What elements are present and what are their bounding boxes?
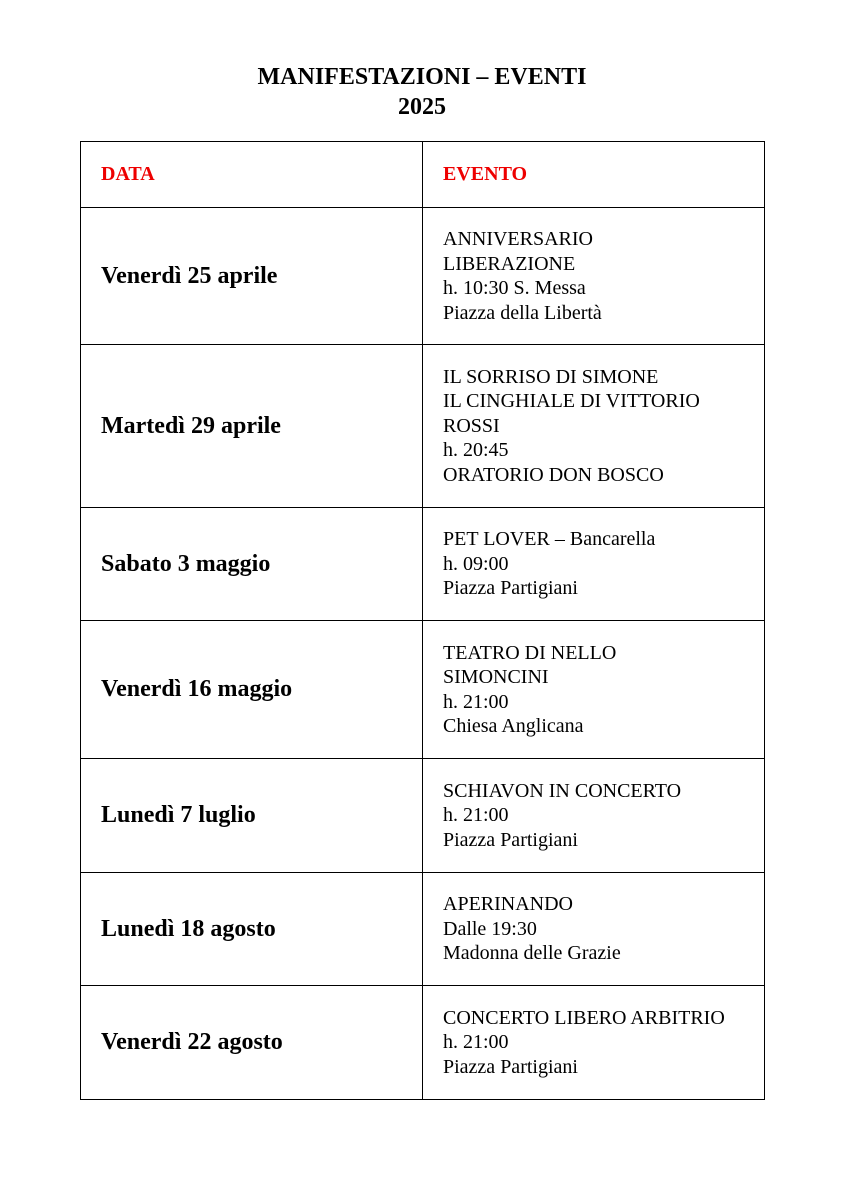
event-line: IL SORRISO DI SIMONE xyxy=(443,365,659,388)
event-line: Madonna delle Grazie xyxy=(443,942,621,965)
title-line-1: MANIFESTAZIONI – EVENTI xyxy=(257,64,587,90)
event-line: h. 21:00 xyxy=(443,804,509,827)
header-date: DATA xyxy=(81,142,423,208)
event-details xyxy=(423,621,765,759)
event-line: h. 21:00 xyxy=(443,1031,509,1054)
event-line: ROSSI xyxy=(443,414,500,437)
table-row xyxy=(81,759,765,873)
title-line-2: 2025 xyxy=(398,94,446,120)
event-date: Martedì 29 aprile xyxy=(81,345,423,508)
table-header-row xyxy=(81,142,765,208)
event-details xyxy=(423,873,765,986)
event-line: h. 21:00 xyxy=(443,690,509,713)
event-line: Piazza Partigiani xyxy=(443,577,578,600)
event-date: Venerdì 25 aprile xyxy=(81,208,423,345)
event-line: SCHIAVON IN CONCERTO xyxy=(443,779,682,802)
event-line: ANNIVERSARIO xyxy=(443,228,593,250)
header-event: EVENTO xyxy=(423,142,765,208)
table-row xyxy=(81,508,765,621)
events-table xyxy=(80,141,765,1100)
event-line: Piazza Partigiani xyxy=(443,828,578,851)
event-date: Lunedì 7 luglio xyxy=(81,759,423,873)
event-line: Piazza Partigiani xyxy=(443,1055,578,1078)
table-row xyxy=(81,345,765,508)
event-details xyxy=(423,759,765,873)
event-date: Venerdì 16 maggio xyxy=(81,621,423,759)
event-line: CONCERTO LIBERO ARBITRIO xyxy=(443,1006,725,1029)
event-line: Dalle 19:30 xyxy=(443,917,537,940)
event-line: TEATRO DI NELLO xyxy=(443,641,617,664)
event-date: Sabato 3 maggio xyxy=(81,508,423,621)
table-row xyxy=(81,208,765,345)
event-date: Lunedì 18 agosto xyxy=(81,873,423,986)
event-line: h. 10:30 S. Messa xyxy=(443,277,586,299)
event-details xyxy=(423,345,765,508)
table-row xyxy=(81,621,765,759)
table-row xyxy=(81,986,765,1100)
event-line: h. 20:45 xyxy=(443,439,509,462)
event-details xyxy=(423,508,765,621)
event-line: SIMONCINI xyxy=(443,666,549,688)
event-line: PET LOVER – Bancarella xyxy=(443,528,656,551)
event-line: h. 09:00 xyxy=(443,552,509,575)
event-date: Venerdì 22 agosto xyxy=(81,986,423,1100)
event-line: IL CINGHIALE DI VITTORIO xyxy=(443,390,700,413)
event-details xyxy=(423,208,765,345)
event-line: Chiesa Anglicana xyxy=(443,715,584,737)
event-line: Piazza della Libertà xyxy=(443,301,602,324)
event-line: APERINANDO xyxy=(443,893,573,916)
page-title xyxy=(0,62,844,122)
event-line: ORATORIO DON BOSCO xyxy=(443,463,664,486)
table-row xyxy=(81,873,765,986)
event-line: LIBERAZIONE xyxy=(443,252,576,275)
event-details xyxy=(423,986,765,1100)
